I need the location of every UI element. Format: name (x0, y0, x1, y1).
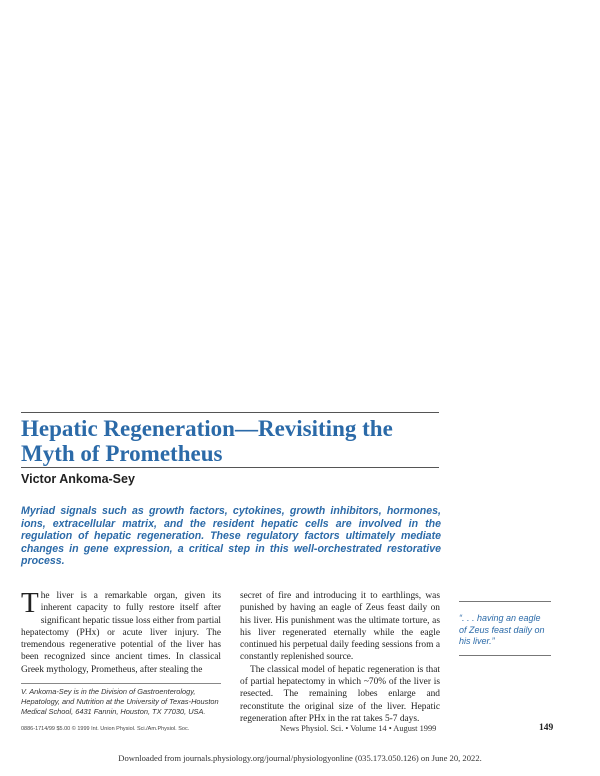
author-name: Victor Ankoma-Sey (21, 472, 135, 486)
body-paragraph: secret of fire and introducing it to earthlings, was punished by having an eagle of Zeus feast daily on his liver. His punishment was the ultimate torture, as his liver regenerated eternally while the eagle continued his perpetual daily feeding sessions from a constantly replenished source. (240, 591, 440, 663)
title-bottom-rule (21, 467, 439, 468)
journal-citation: News Physiol. Sci. • Volume 14 • August 1999 (280, 724, 437, 733)
copyright-line: 0886-1714/99 $5.00 © 1999 Int. Union Physiol. Sci./Am.Physiol. Soc. (21, 726, 190, 732)
body-column-1-text: he liver is a remarkable organ, given its inherent capacity to fully restore itself after significant hepatic tissue loss either from partial hepatectomy (PHx) or acute liver injury. The tremendous regenerative potential of the liver has been recognized since ancient times. In classical Greek mythology, Prometheus, after stealing the (21, 591, 221, 675)
pull-quote: “. . . having an eagle of Zeus feast daily on his liver.” (459, 613, 545, 646)
body-column-1 (21, 587, 221, 676)
pullquote-top-rule (459, 601, 551, 602)
affiliation-rule (21, 683, 221, 684)
body-paragraph: The classical model of hepatic regeneration is that of partial hepatectomy in which ~70% of the liver is resected. The remaining lobes enlarge and reconstitute the original size of the liver. Hepatic regeneration after PHx in the rat takes 5-7 days. (240, 664, 440, 724)
body-column-2 (240, 590, 440, 725)
abstract: Myriad signals such as growth factors, cytokines, growth inhibitors, hormones, ions, extracellular matrix, and the resident hepatic cells are involved in the regulation of hepatic regeneration. These regulatory factors ultimately mediate changes in gene expression, a critical step in this well-orchestrated restorative process. (21, 505, 441, 567)
drop-cap: T (21, 587, 39, 619)
download-notice: Downloaded from journals.physiology.org/journal/physiologyonline (035.173.050.126) on June 20, 2022. (118, 753, 482, 763)
title-top-rule (21, 412, 439, 413)
author-affiliation: V. Ankoma-Sey is in the Division of Gastroenterology, Hepatology, and Nutrition at the University of Texas-Houston Medical School, 6431 Fannin, Houston, TX 77030, USA. (21, 687, 219, 716)
pullquote-bottom-rule (459, 655, 551, 656)
page-number: 149 (539, 723, 554, 733)
article-title: Hepatic Regeneration—Revisiting the Myth of Prometheus (21, 416, 393, 466)
